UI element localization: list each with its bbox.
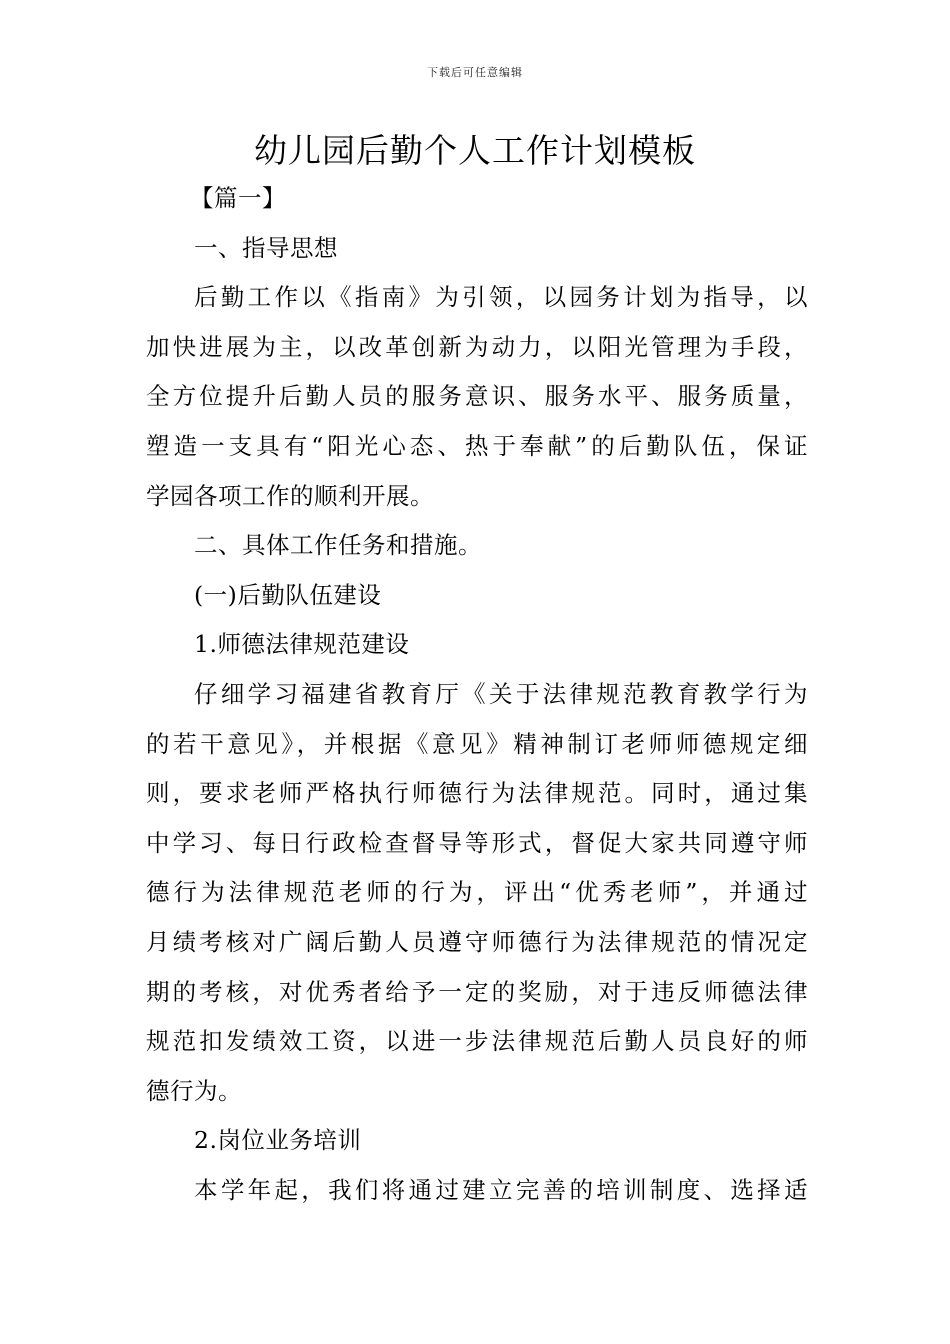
text-line: 本学年起，我们将通过建立完善的培训制度、选择适 [194,1175,808,1204]
text-line: 德行为法律规范老师的行为，评出“优秀老师”，并通过 [146,878,808,907]
document-body [146,174,808,1215]
text-line: 德行为。 [146,1076,242,1105]
text-line: 则，要求老师严格执行师德行为法律规范。同时，通过集 [146,779,808,808]
page-header-note: 下载后可任意编辑 [427,66,523,79]
text-line: 规范扣发绩效工资，以进一步法律规范后勤人员良好的师 [146,1027,808,1056]
text-line: 学园各项工作的顺利开展。 [146,481,434,510]
text-line: 中学习、每日行政检查督导等形式，督促大家共同遵守师 [146,828,808,857]
text-line: 后勤工作以《指南》为引领，以园务计划为指导，以 [194,283,808,312]
text-line: 全方位提升后勤人员的服务意识、服务水平、服务质量， [146,382,808,411]
text-line: (一)后勤队伍建设 [194,580,382,609]
text-line: 二、具体工作任务和措施。 [194,531,482,560]
document-title: 幼儿园后勤个人工作计划模板 [254,131,696,170]
text-line: 加快进展为主，以改革创新为动力，以阳光管理为手段， [146,332,808,361]
text-line: 期的考核，对优秀者给予一定的奖励，对于违反师德法律 [146,977,808,1006]
text-line: 仔细学习福建省教育厅《关于法律规范教育教学行为 [194,679,808,708]
text-line: 2.岗位业务培训 [194,1126,362,1155]
text-line: 一、指导思想 [194,233,338,262]
text-line: 塑造一支具有“阳光心态、热于奉献”的后勤队伍，保证 [146,431,808,460]
text-line: 的若干意见》，并根据《意见》精神制订老师师德规定细 [146,729,808,758]
text-line: 月绩考核对广阔后勤人员遵守师德行为法律规范的情况定 [146,927,808,956]
text-line: 1.师德法律规范建设 [194,630,410,659]
section-tag: 【篇一】 [190,184,286,212]
